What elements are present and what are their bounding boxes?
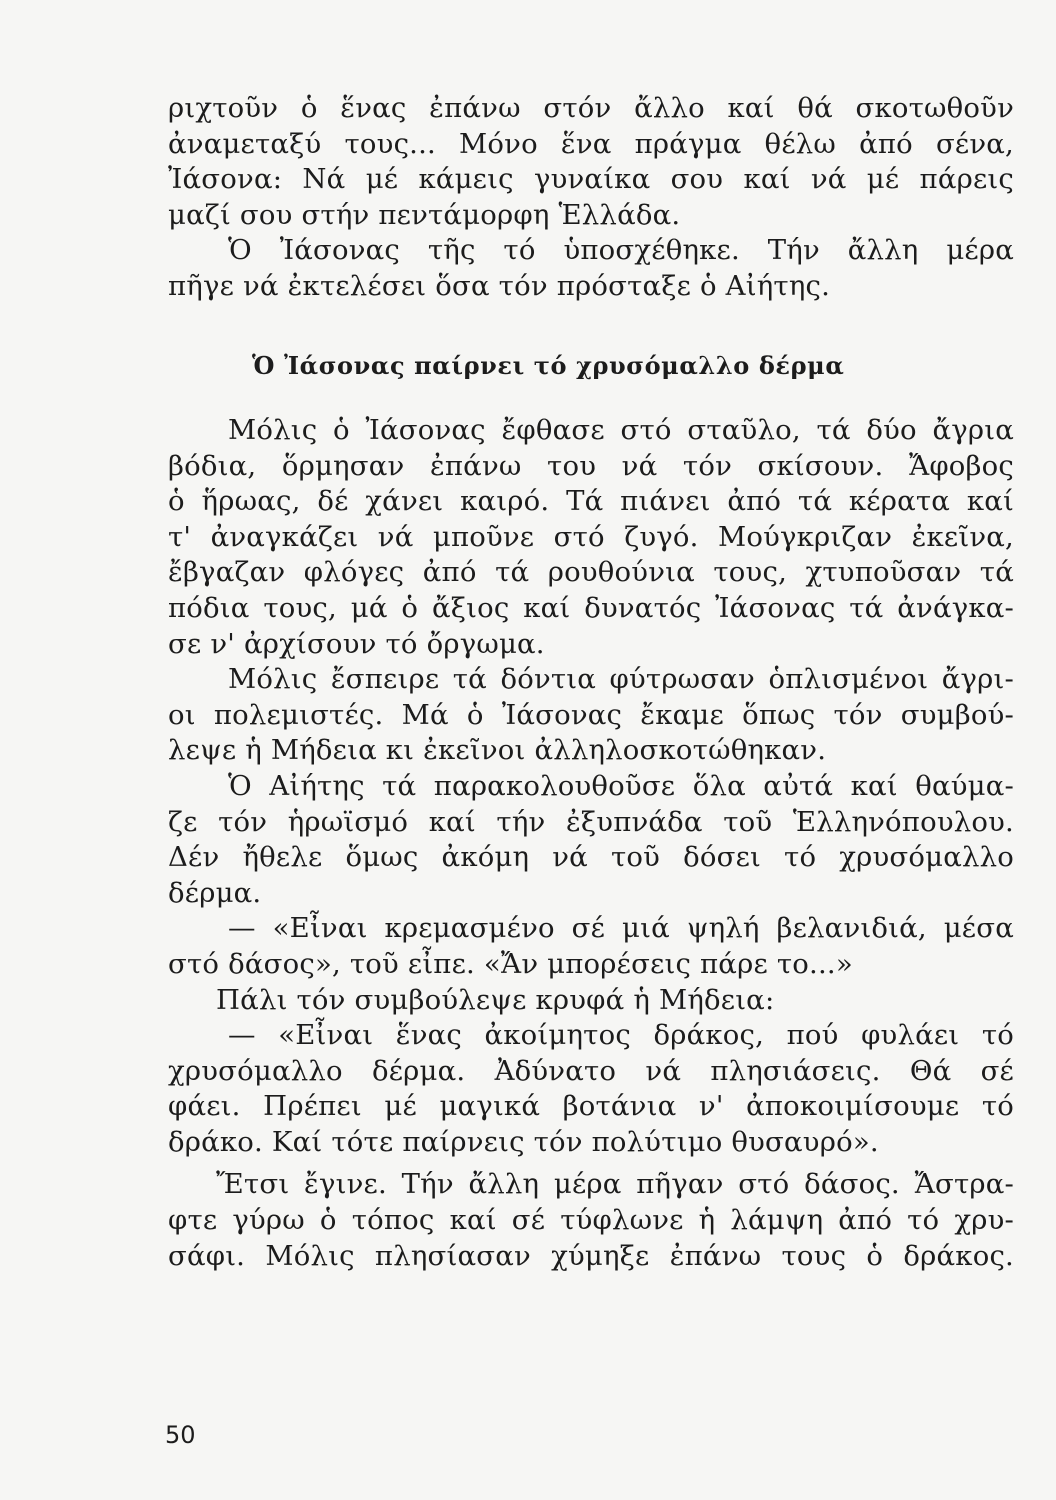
paragraph-gap (168, 1160, 1014, 1167)
text-line: χρυσόμαλλο δέρμα. Ἀδύνατο νά πλησιάσεις. Θά σέ (168, 1054, 1014, 1087)
body-paragraphs (168, 413, 1014, 1274)
text-line: ἔβγαζαν φλόγες ἀπό τά ρουθούνια τους, χτυποῦσαν τά (168, 556, 1014, 589)
text-line: πῆγε νά ἐκτελέσει ὅσα τόν πρόσταξε ὁ Αἰήτης. (168, 269, 831, 302)
text-line: Δέν ἤθελε ὅμως ἀκόμη νά τοῦ δόσει τό χρυσόμαλλο (168, 841, 1014, 874)
text-line: φάει. Πρέπει μέ μαγικά βοτάνια ν' ἀποκοιμίσουμε τό (168, 1090, 1014, 1123)
text-line: στό δάσος», τοῦ εἶπε. «Ἄν μπορέσεις πάρε το...» (168, 947, 853, 980)
text-line: τ' ἀναγκάζει νά μποῦνε στό ζυγό. Μούγκριζαν ἐκεῖνα, (168, 520, 1014, 553)
text-line: Πάλι τόν συμβούλεψε κρυφά ἡ Μήδεια: (216, 983, 775, 1016)
text-line: μαζί σου στήν πεντάμορφη Ἑλλάδα. (168, 198, 681, 231)
text-line: — «Εἶναι κρεμασμένο σέ μιά ψηλή βελανιδιά, μέσα (228, 912, 1014, 945)
text-line: ὁ ἥρωας, δέ χάνει καιρό. Τά πιάνει ἀπό τά κέρατα καί (168, 485, 1014, 518)
text-line: σε ν' ἀρχίσουν τό ὄργωμα. (168, 627, 545, 660)
text-line: οι πολεμιστές. Μά ὁ Ἰάσονας ἔκαμε ὅπως τόν συμβού- (168, 698, 1014, 731)
text-line: φτε γύρω ὁ τόπος καί σέ τύφλωνε ἡ λάμψη ἀπό τό χρυ- (168, 1204, 1014, 1237)
text-line: — «Εἶναι ἕνας ἀκοίμητος δράκος, πού φυλάει τό (228, 1019, 1014, 1052)
text-line: πόδια τους, μά ὁ ἄξιος καί δυνατός Ἰάσονας τά ἀνάγκα- (168, 591, 1014, 624)
intro-paragraphs (168, 91, 1014, 305)
text-line: ἀναμεταξύ τους... Μόνο ἕνα πράγμα θέλω ἀπό σένα, (168, 127, 1014, 160)
text-line: Μόλις ἔσπειρε τά δόντια φύτρωσαν ὁπλισμένοι ἄγρι- (228, 663, 1014, 696)
page-number: 50 (165, 1421, 196, 1449)
section-heading: Ὁ Ἰάσονας παίρνει τό χρυσόμαλλο δέρμα (252, 351, 845, 380)
text-line: δράκο. Καί τότε παίρνεις τόν πολύτιμο θυσαυρό». (168, 1125, 879, 1158)
text-line: Ὁ Αἰήτης τά παρακολουθοῦσε ὅλα αὐτά καί θαύμα- (228, 769, 1014, 802)
text-line: δέρμα. (168, 876, 262, 909)
text-line: Ἰάσονα: Νά μέ κάμεις γυναίκα σου καί νά μέ πάρεις (168, 163, 1014, 196)
text-line: Μόλις ὁ Ἰάσονας ἔφθασε στό σταῦλο, τά δύο ἄγρια (228, 414, 1014, 446)
text-line: βόδια, ὅρμησαν ἐπάνω του νά τόν σκίσουν. Ἄφοβος (168, 449, 1014, 482)
text-line: Ἔτσι ἔγινε. Τήν ἄλλη μέρα πῆγαν στό δάσος. Ἄστρα- (216, 1168, 1014, 1201)
text-line: λεψε ἡ Μήδεια κι ἐκεῖνοι ἀλληλοσκοτώθηκαν. (168, 734, 827, 767)
text-line: ζε τόν ἡρωϊσμό καί τήν ἐξυπνάδα τοῦ Ἑλληνόπουλου. (168, 805, 1014, 838)
text-line: σάφι. Μόλις πλησίασαν χύμηξε ἐπάνω τους ὁ δράκος. (168, 1239, 1014, 1272)
text-line: ριχτοῦν ὁ ἕνας ἐπάνω στόν ἄλλο καί θά σκοτωθοῦν (168, 92, 1014, 124)
text-line: Ὁ Ἰάσονας τῆς τό ὑποσχέθηκε. Τήν ἄλλη μέρα (228, 234, 1014, 267)
